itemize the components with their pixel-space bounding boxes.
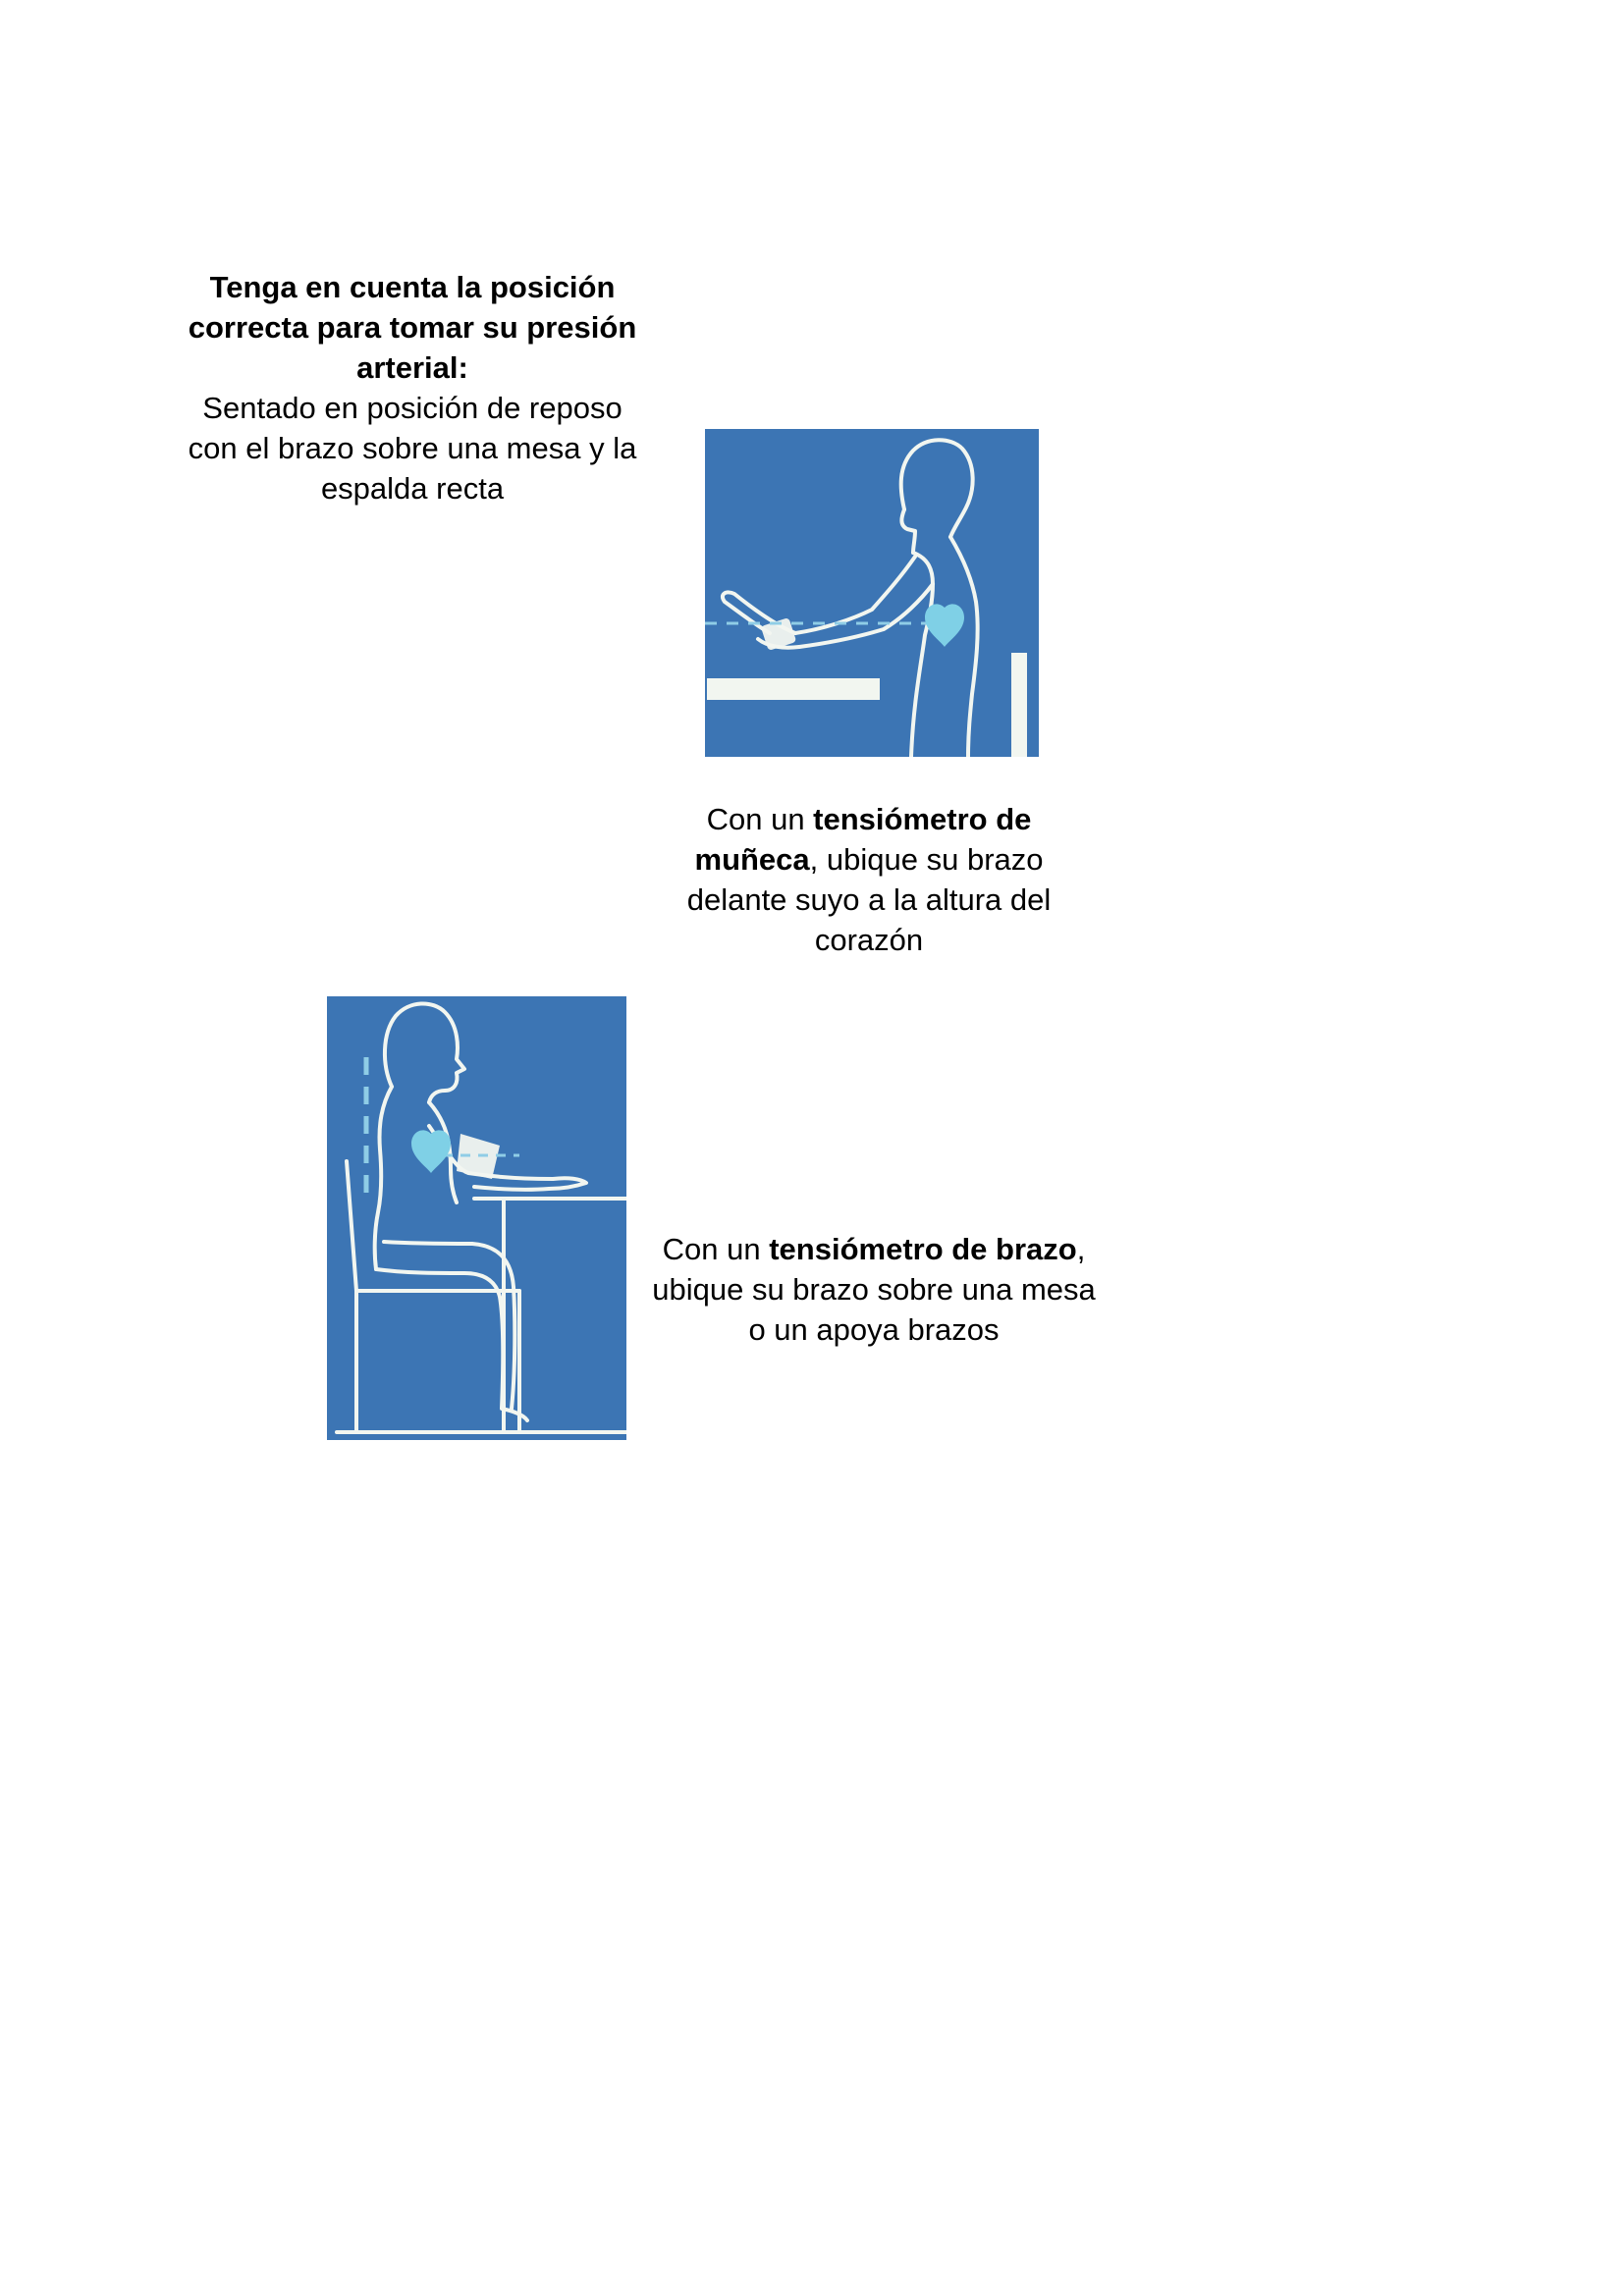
wrist-caption	[658, 799, 1080, 960]
wrist-caption-bold: tensiómetro de muñeca	[694, 802, 1032, 877]
wrist-caption-prefix: Con un	[706, 802, 814, 836]
arm-caption-suffix: , ubique su brazo sobre una mesa o un apoya brazos	[652, 1232, 1096, 1347]
intro-heading: Tenga en cuenta la posición correcta para tomar su presión arterial:	[188, 270, 637, 385]
wrist-figure	[705, 429, 1039, 757]
wrist-caption-suffix: , ubique su brazo delante suyo a la altura del corazón	[686, 842, 1052, 957]
arm-caption-prefix: Con un	[662, 1232, 770, 1266]
arm-figure	[327, 996, 626, 1440]
arm-caption	[643, 1229, 1105, 1350]
arm-monitor-illustration	[327, 996, 626, 1440]
heart-icon	[411, 1130, 451, 1173]
arm-caption-bold: tensiómetro de brazo	[769, 1232, 1077, 1266]
heart-icon	[925, 604, 964, 647]
intro-body: Sentado en posición de reposo con el brazo sobre una mesa y la espalda recta	[188, 391, 637, 506]
intro-text	[187, 267, 638, 508]
wrist-monitor-illustration	[705, 429, 1039, 757]
